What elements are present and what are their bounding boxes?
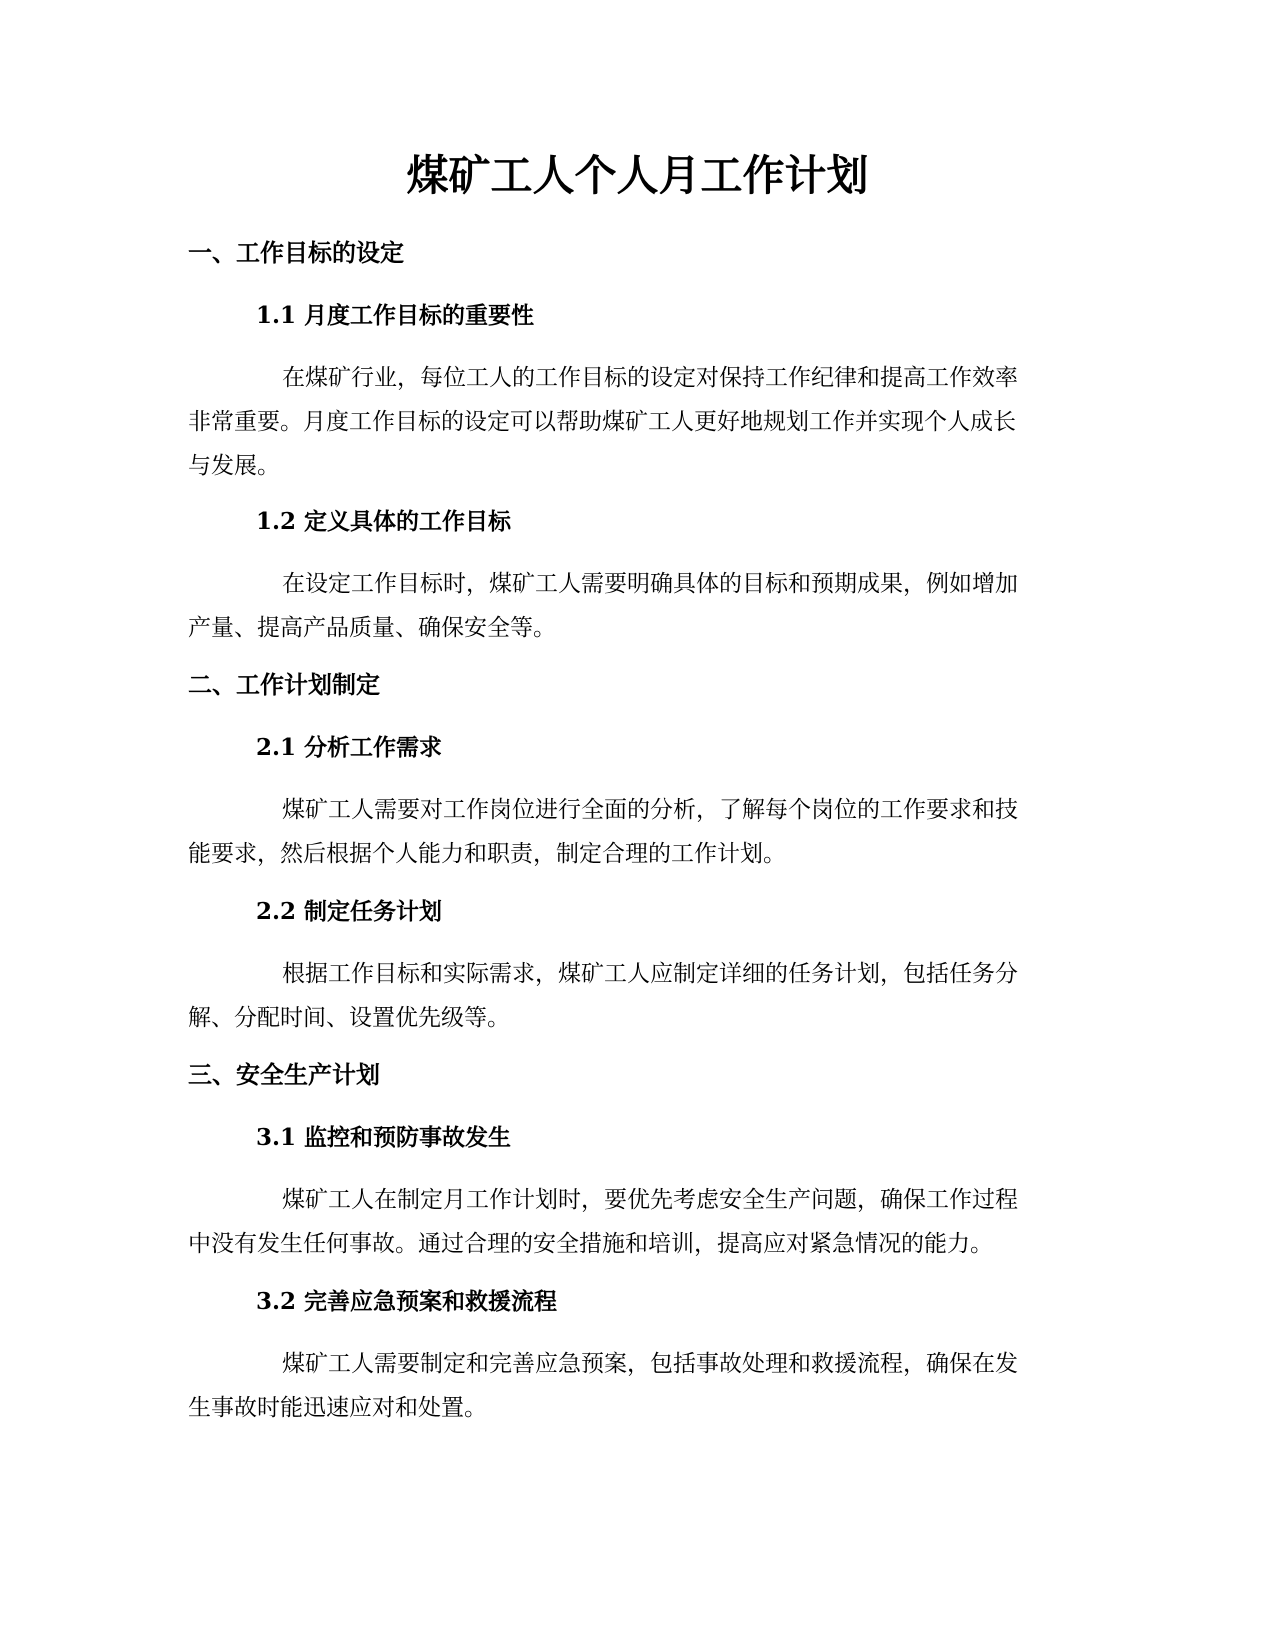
paragraph-line: 能要求，然后根据个人能力和职责，制定合理的工作计划。 [188, 841, 786, 867]
subsection-heading-3-2: 3.2 完善应急预案和救援流程 [256, 1288, 558, 1315]
paragraph-3-2 [188, 1342, 1088, 1430]
section-heading-3: 三、安全生产计划 [188, 1061, 380, 1089]
paragraph-2-1 [188, 788, 1088, 876]
subsection-heading-1-2: 1.2 定义具体的工作目标 [256, 508, 512, 535]
paragraph-line: 在设定工作目标时，煤矿工人需要明确具体的目标和预期成果，例如增加 [282, 571, 1018, 597]
paragraph-1-1 [188, 356, 1088, 488]
subsection-heading-2-1: 2.1 分析工作需求 [256, 734, 443, 761]
paragraph-line: 煤矿工人需要制定和完善应急预案，包括事故处理和救援流程，确保在发 [282, 1351, 1018, 1377]
paragraph-1-2 [188, 562, 1088, 650]
section-heading-2: 二、工作计划制定 [188, 671, 380, 699]
paragraph-line: 与发展。 [188, 453, 280, 479]
paragraph-3-1 [188, 1178, 1088, 1266]
paragraph-line: 在煤矿行业，每位工人的工作目标的设定对保持工作纪律和提高工作效率 [282, 365, 1018, 391]
paragraph-line: 生事故时能迅速应对和处置。 [188, 1395, 487, 1421]
paragraph-line: 解、分配时间、设置优先级等。 [188, 1005, 510, 1031]
subsection-heading-2-2: 2.2 制定任务计划 [256, 898, 443, 925]
paragraph-line: 煤矿工人在制定月工作计划时，要优先考虑安全生产问题，确保工作过程 [282, 1187, 1018, 1213]
document-title: 煤矿工人个人月工作计划 [406, 151, 869, 200]
paragraph-line: 非常重要。月度工作目标的设定可以帮助煤矿工人更好地规划工作并实现个人成长 [188, 409, 1016, 435]
paragraph-line: 煤矿工人需要对工作岗位进行全面的分析，了解每个岗位的工作要求和技 [282, 797, 1018, 823]
paragraph-line: 中没有发生任何事故。通过合理的安全措施和培训，提高应对紧急情况的能力。 [188, 1231, 993, 1257]
section-heading-1: 一、工作目标的设定 [188, 239, 404, 267]
paragraph-2-2 [188, 952, 1088, 1040]
paragraph-line: 产量、提高产品质量、确保安全等。 [188, 615, 556, 641]
paragraph-line: 根据工作目标和实际需求，煤矿工人应制定详细的任务计划，包括任务分 [282, 961, 1018, 987]
subsection-heading-3-1: 3.1 监控和预防事故发生 [256, 1124, 512, 1151]
subsection-heading-1-1: 1.1 月度工作目标的重要性 [256, 302, 535, 329]
